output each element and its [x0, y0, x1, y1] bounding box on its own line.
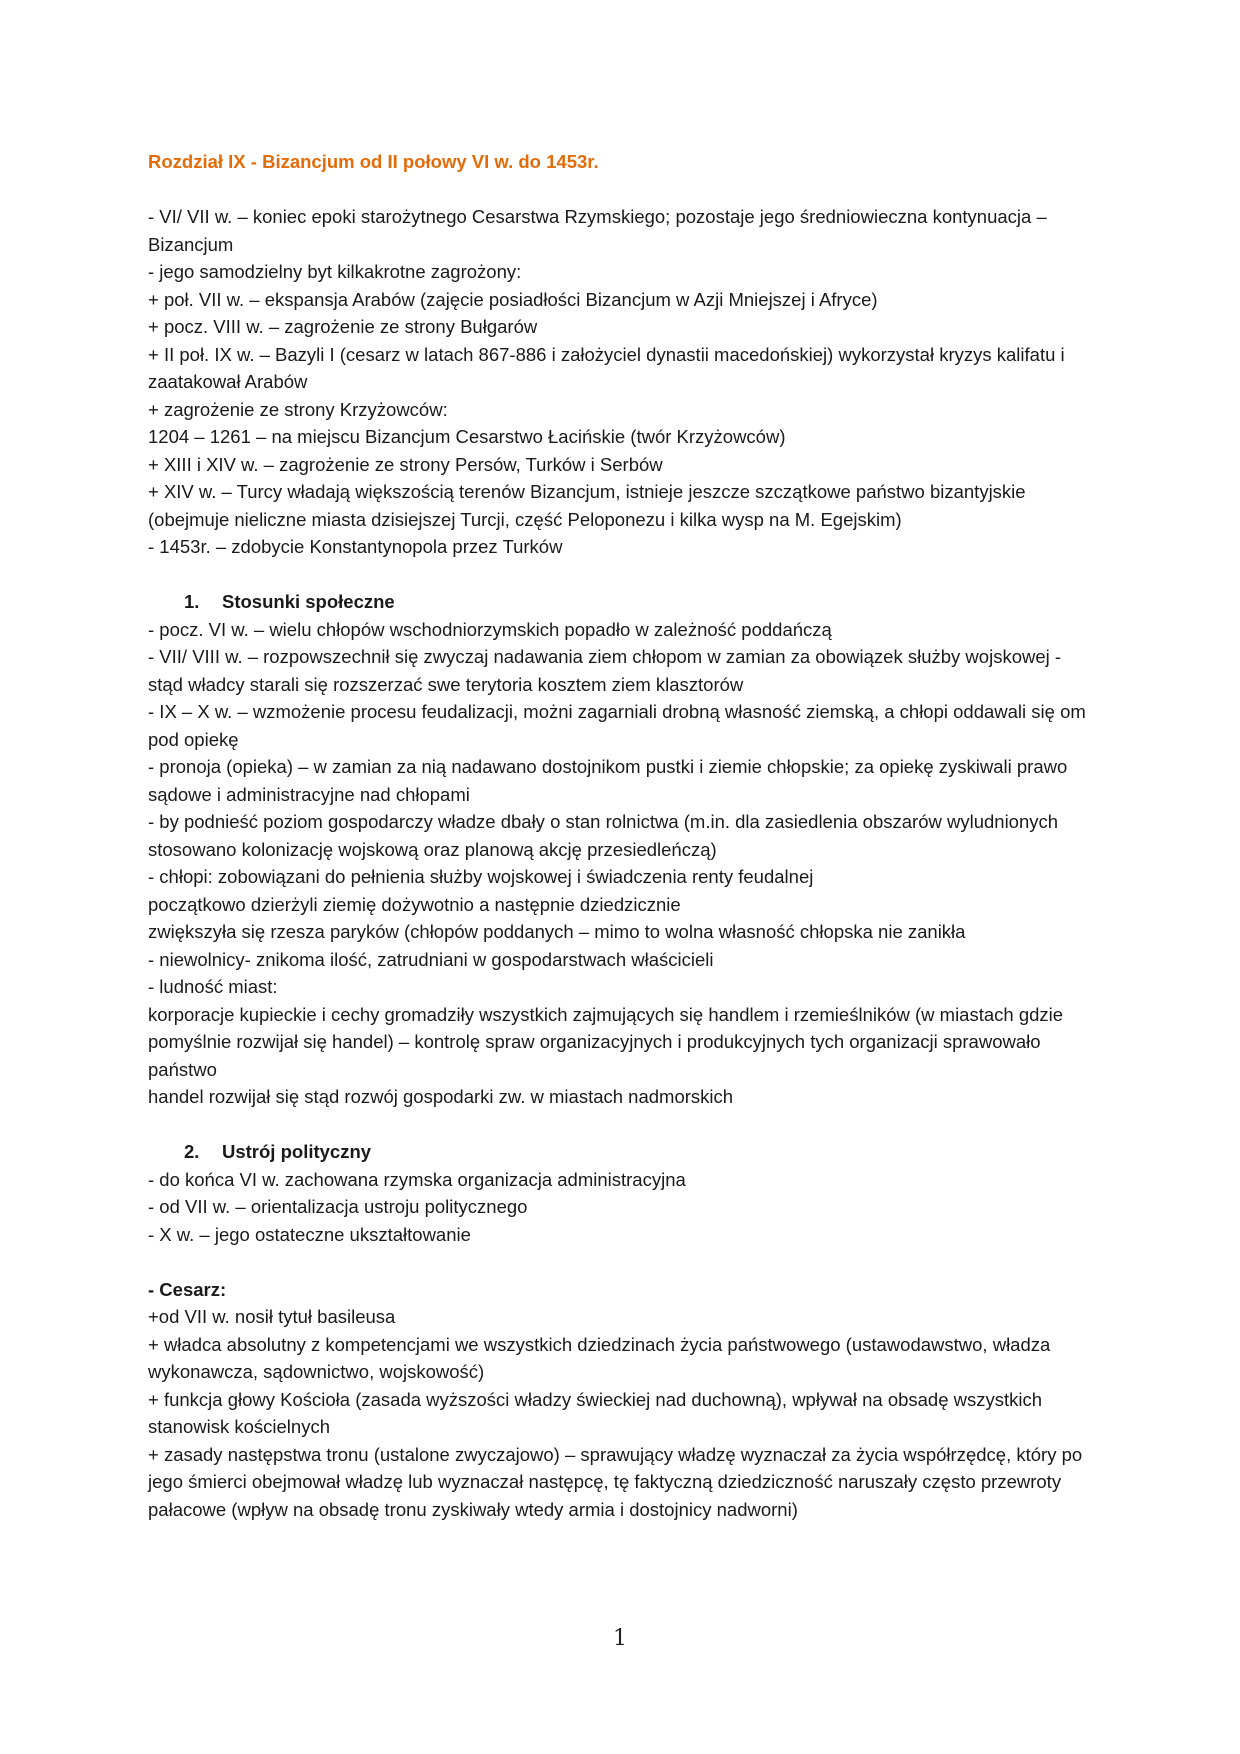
intro-block: [148, 203, 1088, 561]
intro-line: + XIV w. – Turcy władają większością terenów Bizancjum, istnieje jeszcze szczątkowe państwo bizantyjskie (obejmuje nieliczne miasta dzisiejszej Turcji, część Peloponezu i kilka wysp na M. Egejskim): [148, 481, 1026, 530]
intro-line: - jego samodzielny byt kilkakrotne zagrożony:: [148, 261, 522, 282]
spacer: [148, 1111, 1088, 1139]
spacer: [148, 561, 1088, 589]
section-title: Ustrój polityczny: [222, 1141, 372, 1162]
paragraph-line: +od VII w. nosił tytuł basileusa: [148, 1306, 396, 1327]
document-page: [148, 148, 1088, 1523]
section-heading: [148, 588, 1088, 616]
paragraph-line: - X w. – jego ostateczne ukształtowanie: [148, 1223, 471, 1245]
paragraph-line: początkowo dzierżyli ziemię dożywotnio a następnie dziedzicznie: [148, 893, 681, 915]
section-title: Stosunki społeczne: [222, 591, 395, 612]
paragraph-line: - ludność miast:: [148, 976, 278, 997]
paragraph-line: + władca absolutny z kompetencjami we wszystkich dziedzinach życia państwowego (ustawodawstwo, władza wykonawcza, sądownictwo, wojskowość): [148, 1333, 1051, 1382]
paragraph-line: - do końca VI w. zachowana rzymska organizacja administracyjna: [148, 1168, 686, 1190]
paragraph-line: - od VII w. – orientalizacja ustroju politycznego: [148, 1196, 528, 1217]
paragraph-line: zwiększyła się rzesza paryków (chłopów poddanych – mimo to wolna własność chłopska nie zanikła: [148, 921, 966, 942]
paragraph-line: + funkcja głowy Kościoła (zasada wyższości władzy świeckiej nad duchowną), wpływał na obsadę wszystkich stanowisk kościelnych: [148, 1388, 1043, 1437]
paragraph-line: - pronoja (opieka) – w zamian za nią nadawano dostojnikom pustki i ziemie chłopskie; za opiekę zyskiwali prawo sądowe i administracyjne nad chłopami: [148, 756, 1068, 805]
section-stosunki-spoleczne: [148, 588, 1088, 1111]
paragraph-line: - niewolnicy- znikoma ilość, zatrudniani w gospodarstwach właścicieli: [148, 948, 714, 970]
section-cesarz: [148, 1276, 1088, 1524]
spacer: [148, 1248, 1088, 1276]
section-number: 1.: [184, 591, 200, 612]
paragraph-line: - chłopi: zobowiązani do pełnienia służby wojskowej i świadczenia renty feudalnej: [148, 866, 814, 887]
subsection-heading: - Cesarz:: [148, 1278, 227, 1300]
paragraph-line: + zasady następstwa tronu (ustalone zwyczajowo) – sprawujący władzę wyznaczał za życia współrzędcę, który po jego śmierci obejmował władzę lub wyznaczał następcę, tę faktyczną dziedziczność naruszały często przewroty pałacowe (wpływ na obsadę tronu zyskiwały wtedy armia i dostojnicy nadworni): [148, 1443, 1083, 1520]
section-heading: [148, 1138, 1088, 1166]
intro-line: - VI/ VII w. – koniec epoki starożytnego Cesarstwa Rzymskiego; pozostaje jego średniowieczna kontynuacja – Bizancjum: [148, 206, 1047, 255]
chapter-title: Rozdział IX - Bizancjum od II połowy VI w. do 1453r.: [148, 151, 599, 172]
paragraph-line: - by podnieść poziom gospodarczy władze dbały o stan rolnictwa (m.in. dla zasiedlenia obszarów wyludnionych stosowano kolonizację wojskową oraz planową akcję przesiedleńczą): [148, 811, 1059, 860]
paragraph-line: korporacje kupieckie i cechy gromadziły wszystkich zajmujących się handlem i rzemieślników (w miastach gdzie pomyślnie rozwijał się handel) – kontrolę spraw organizacyjnych i produkcyjnych tych organizacji sprawowało państwo: [148, 1003, 1064, 1080]
page-number: 1: [613, 1626, 627, 1651]
paragraph-line: - pocz. VI w. – wielu chłopów wschodniorzymskich popadło w zależność poddańczą: [148, 618, 832, 640]
intro-line: - 1453r. – zdobycie Konstantynopola przez Turków: [148, 536, 563, 557]
intro-line: + zagrożenie ze strony Krzyżowców:: [148, 398, 448, 420]
intro-line: + XIII i XIV w. – zagrożenie ze strony Persów, Turków i Serbów: [148, 453, 663, 475]
section-number: 2.: [184, 1141, 200, 1162]
intro-line: 1204 – 1261 – na miejscu Bizancjum Cesarstwo Łacińskie (twór Krzyżowców): [148, 426, 786, 447]
section-ustroj-polityczny: [148, 1138, 1088, 1248]
intro-line: + II poł. IX w. – Bazyli I (cesarz w latach 867-886 i założyciel dynastii macedońskiej) wykorzystał kryzys kalifatu i zaatakował Arabów: [148, 343, 1065, 392]
intro-line: + poł. VII w. – ekspansja Arabów (zajęcie posiadłości Bizancjum w Azji Mniejszej i Afryce): [148, 288, 878, 310]
intro-line: + pocz. VIII w. – zagrożenie ze strony Bułgarów: [148, 316, 538, 337]
paragraph-line: handel rozwijał się stąd rozwój gospodarki zw. w miastach nadmorskich: [148, 1086, 734, 1107]
paragraph-line: - VII/ VIII w. – rozpowszechnił się zwyczaj nadawania ziem chłopom w zamian za obowiązek służby wojskowej - stąd władcy starali się rozszerzać swe terytoria kosztem ziem klasztorów: [148, 646, 1062, 695]
paragraph-line: - IX – X w. – wzmożenie procesu feudalizacji, możni zagarniali drobną własność ziemską, a chłopi oddawali się om pod opiekę: [148, 701, 1086, 750]
